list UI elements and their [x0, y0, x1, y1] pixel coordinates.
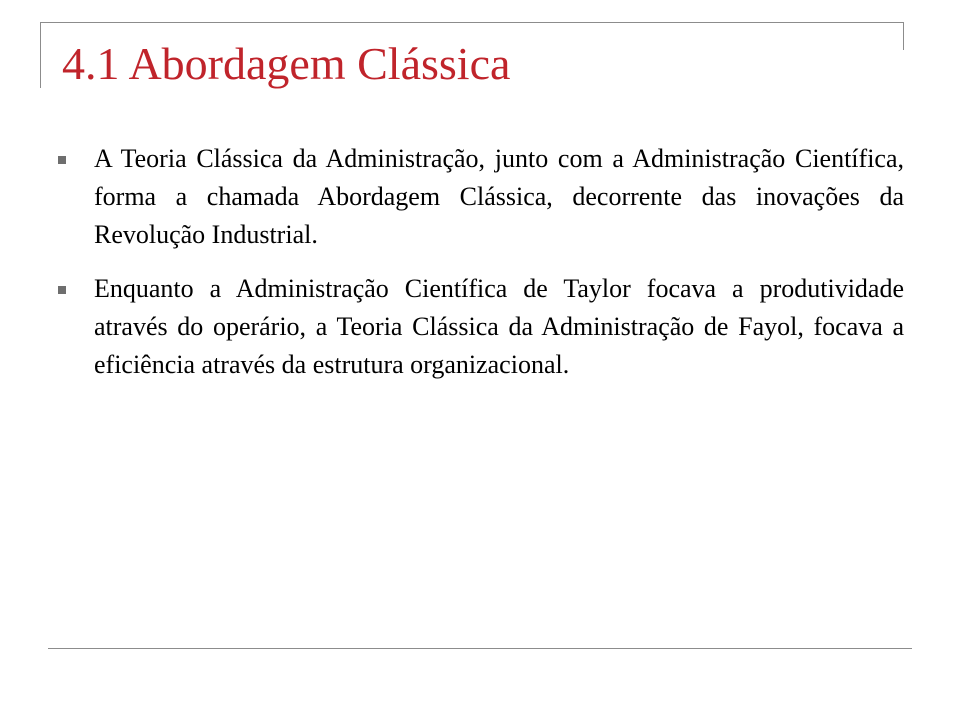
bullet-text: Enquanto a Administração Científica de Taylor focava a produtividade através do operário, a Teoria Clássica da Administração de Fayol, focava a eficiência através da estrutura organizacional. [94, 274, 904, 379]
bullet-list [58, 140, 904, 400]
frame-right-line [903, 22, 904, 50]
square-bullet-icon [58, 286, 66, 294]
square-bullet-icon [58, 156, 66, 164]
bullet-item [58, 270, 904, 384]
slide-title: 4.1 Abordagem Clássica [62, 38, 511, 89]
bullet-text: A Teoria Clássica da Administração, junto com a Administração Científica, forma a chamada Abordagem Clássica, decorrente das inovações da Revolução Industrial. [94, 144, 904, 249]
bullet-item [58, 140, 904, 254]
frame-left-line [40, 22, 41, 88]
frame-bottom-line [48, 648, 912, 649]
frame-top-line [40, 22, 904, 23]
